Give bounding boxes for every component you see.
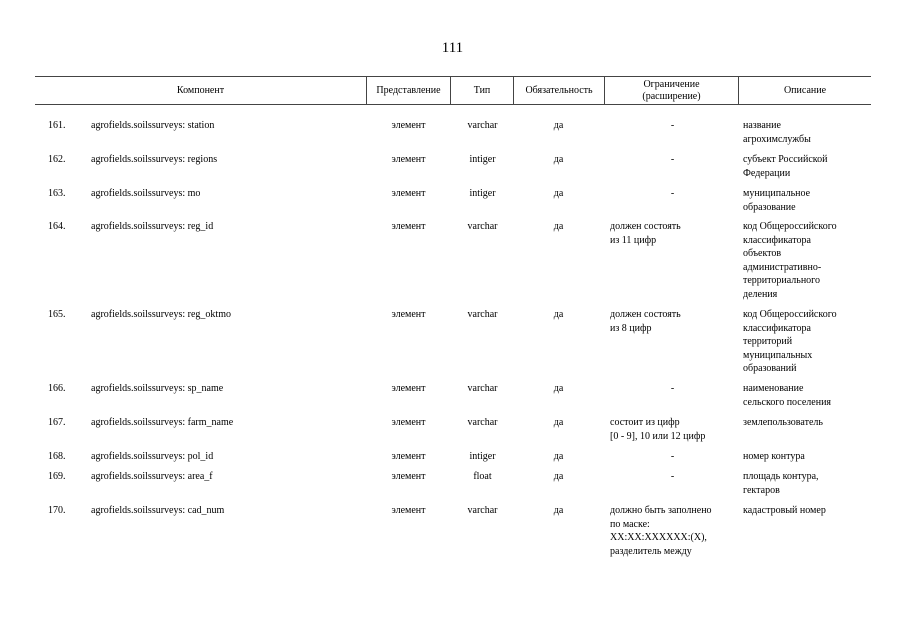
representation: элемент [391,154,426,165]
data-type: varchar [467,383,498,394]
component-name: agrofields.soilssurveys: pol_id [91,451,214,462]
row-number: 161. [48,120,66,131]
constraint: - [670,383,675,394]
data-type: varchar [467,120,498,131]
constraint: - [670,451,675,462]
data-type: varchar [467,309,498,320]
required-flag: да [553,383,564,394]
row-number: 164. [48,221,66,232]
description: код Общероссийского классификатора территорий муниципальных образований [743,309,837,374]
representation: элемент [391,188,426,199]
header-constraint: Ограничение (расширение) [642,78,701,102]
representation: элемент [391,309,426,320]
data-type: intiger [469,154,496,165]
data-type: varchar [467,221,498,232]
data-type: intiger [469,188,496,199]
required-flag: да [553,451,564,462]
component-name: agrofields.soilssurveys: farm_name [91,417,234,428]
description: субъект Российской Федерации [743,154,828,179]
required-flag: да [553,154,564,165]
constraint: состоит из цифр [0 - 9], 10 или 12 цифр [610,417,706,442]
header-bottom-rule [35,104,871,105]
required-flag: да [553,471,564,482]
description: кадастровый номер [743,505,826,516]
component-name: agrofields.soilssurveys: reg_oktmo [91,309,231,320]
description: номер контура [743,451,805,462]
required-flag: да [553,417,564,428]
header-description: Описание [783,84,827,96]
row-number: 163. [48,188,66,199]
description: муниципальное образование [743,188,811,213]
row-number: 169. [48,471,66,482]
data-type: float [473,471,492,482]
row-number: 162. [48,154,66,165]
constraint: - [670,120,675,131]
component-name: agrofields.soilssurveys: regions [91,154,218,165]
representation: элемент [391,417,426,428]
representation: элемент [391,505,426,516]
constraint: - [670,154,675,165]
description: наименование сельского поселения [743,383,832,408]
required-flag: да [553,188,564,199]
representation: элемент [391,120,426,131]
representation: элемент [391,383,426,394]
row-number: 166. [48,383,66,394]
component-name: agrofields.soilssurveys: reg_id [91,221,214,232]
constraint: должен состоять из 8 цифр [610,309,681,334]
header-type: Тип [473,84,491,96]
representation: элемент [391,471,426,482]
required-flag: да [553,309,564,320]
header-representation: Представление [376,84,441,96]
component-name: agrofields.soilssurveys: area_f [91,471,213,482]
constraint: должен состоять из 11 цифр [610,221,681,246]
representation: элемент [391,451,426,462]
data-type: varchar [467,417,498,428]
description: название агрохимслужбы [743,120,811,145]
required-flag: да [553,120,564,131]
data-type: intiger [469,451,496,462]
constraint: - [670,188,675,199]
required-flag: да [553,505,564,516]
description: код Общероссийского классификатора объектов административно- территориального деления [743,221,837,300]
data-type: varchar [467,505,498,516]
constraint: должно быть заполнено по маске: XX:XX:XXXXXX:(X), разделитель между [610,505,712,557]
row-number: 170. [48,505,66,516]
header-required: Обязательность [525,84,593,96]
row-number: 168. [48,451,66,462]
component-name: agrofields.soilssurveys: station [91,120,215,131]
header-component: Компонент [176,84,225,96]
component-name: agrofields.soilssurveys: cad_num [91,505,225,516]
component-name: agrofields.soilssurveys: sp_name [91,383,224,394]
row-number: 165. [48,309,66,320]
page-number: 111 [441,40,464,56]
representation: элемент [391,221,426,232]
description: землепользователь [743,417,823,428]
constraint: - [670,471,675,482]
required-flag: да [553,221,564,232]
description: площадь контура, гектаров [743,471,819,496]
row-number: 167. [48,417,66,428]
component-name: agrofields.soilssurveys: mo [91,188,201,199]
